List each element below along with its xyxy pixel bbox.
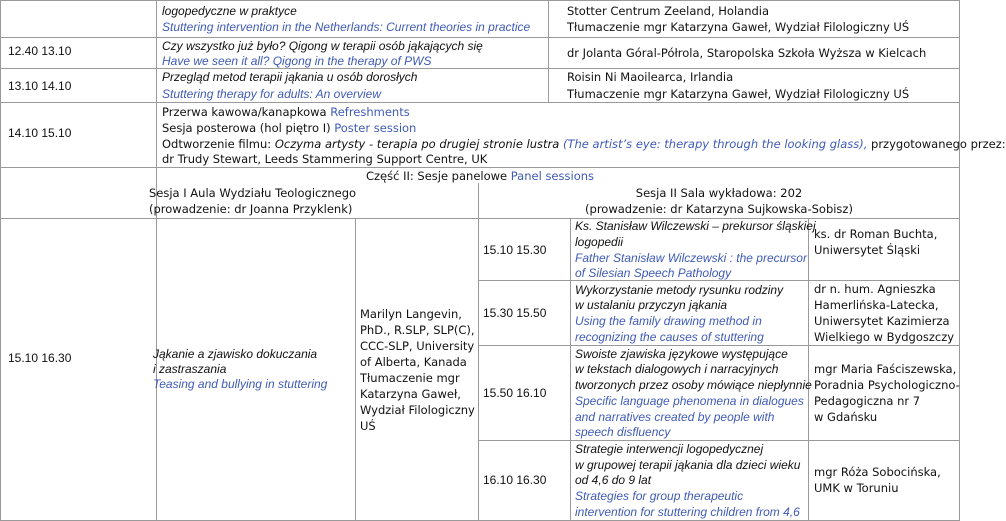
rule-top — [0, 0, 960, 1]
rule-s2-topic — [570, 218, 571, 521]
s2-talk1-time: 15.10 15.30 — [483, 243, 547, 257]
s1-speaker-3: CCC-SLP, University — [360, 339, 475, 353]
r3-film — [162, 136, 1006, 152]
r2-title-pl: Przegląd metod terapii jąkania u osób dorosłych — [162, 70, 418, 84]
s2-talk3-speaker-3: Pedagogiczna nr 7 — [814, 394, 921, 408]
r3-break — [162, 104, 410, 120]
s1-topic-pl-2: i zastraszania — [153, 362, 227, 376]
s2-talk4-time: 16.10 16.30 — [483, 473, 547, 487]
r0-translation: Tłumaczenie mgr Katarzyna Gaweł, Wydział Filologiczny UŚ — [567, 20, 910, 34]
r1-speaker: dr Jolanta Góral-Półrola, Staropolska Szkoła Wyższa w Kielcach — [567, 46, 927, 60]
rule-s2-speaker — [808, 218, 809, 521]
s2-talk3-en-3: speech disfluency — [575, 425, 671, 439]
part2-en: Panel sessions — [510, 169, 595, 183]
s1-topic-pl-1: Jąkanie a zjawisko dokuczania — [153, 347, 318, 361]
s2-talk3-time: 15.50 16.10 — [483, 386, 547, 400]
r3-film-pl: Oczyma artysty - terapia po drugiej stronie lustra — [274, 137, 560, 151]
s2-talk2-pl-2: w ustalaniu przyczyn jąkania — [575, 298, 728, 312]
s2-talk1-pl-2: logopedii — [575, 235, 624, 249]
s1-speaker-4: of Alberta, Kanada — [360, 355, 467, 369]
s2-talk2-pl-1: Wykorzystanie metody rysunku rodziny — [575, 283, 784, 297]
s2-talk4-en-2: intervention for stuttering children from 4,6 — [575, 505, 800, 519]
s2-talk3-speaker-4: w Gdańsku — [814, 410, 878, 424]
rule-row3 — [0, 102, 960, 103]
s2-talk2-en-1: Using the family drawing method in — [575, 314, 762, 328]
session2-chair: (prowadzenie: dr Katarzyna Sujkowska-Sobisz) — [585, 202, 853, 216]
s1-speaker-2: PhD., R.SLP, SLP(C), — [360, 323, 475, 337]
rule-left — [0, 0, 1, 521]
s2-talk2-speaker-1: dr n. hum. Agnieszka — [814, 282, 936, 296]
r3-break-en: Refreshments — [330, 105, 410, 119]
r3-poster — [162, 120, 416, 136]
part2-pl: Część II: Sesje panelowe — [365, 169, 508, 183]
s2-talk1-speaker-2: Uniwersytet Śląski — [814, 243, 921, 257]
r1-time: 12.40 13.10 — [8, 44, 72, 58]
r2-speaker: Roisin Ni Maoilearca, Irlandia — [567, 70, 734, 84]
r3-break-pl: Przerwa kawowa/kanapkowa — [162, 105, 327, 119]
r1-title-en: Have we seen it all? Qigong in the therapy of PWS — [162, 54, 432, 68]
r1-title-pl: Czy wszystko już było? Qigong w terapii osób jąkających się — [162, 39, 483, 53]
r3-film-prefix: Odtworzenie filmu: — [162, 137, 275, 151]
r3-film-line2: dr Trudy Stewart, Leeds Stammering Support Centre, UK — [162, 152, 488, 166]
r2-title-en: Stuttering therapy for adults: An overview — [162, 87, 381, 101]
r3-poster-pl: Sesja posterowa (hol piętro I) — [162, 121, 331, 135]
s1-time: 15.10 16.30 — [8, 351, 72, 365]
r0-title-en: Stuttering intervention in the Netherlands: Current theories in practice — [162, 20, 531, 34]
part2-header — [0, 168, 960, 184]
s2-talk3-pl-3: tworzonych przez osoby mówiące niepłynnie — [575, 378, 812, 392]
rule-sessions — [0, 218, 960, 219]
r2-translation: Tłumaczenie mgr Katarzyna Gaweł, Wydział Filologiczny UŚ — [567, 87, 910, 101]
session1-chair: (prowadzenie: dr Joanna Przyklenk) — [149, 202, 353, 216]
s1-speaker-6: Katarzyna Gaweł, — [360, 387, 461, 401]
s1-speaker-8: UŚ — [360, 419, 376, 433]
s2-talk3-pl-1: Swoiste zjawiska językowe występujące — [575, 347, 788, 361]
s2-talk1-speaker-1: ks. dr Roman Buchta, — [814, 227, 938, 241]
s2-talk4-pl-2: w grupowej terapii jąkania dla dzieci wieku — [575, 458, 801, 472]
s2-talk1-en-1: Father Stanisław Wilczewski : the precursor — [575, 251, 807, 265]
s2-talk4-speaker-2: UMK w Toruniu — [814, 481, 899, 495]
rule-session-split — [478, 183, 479, 521]
s1-speaker-5: Tłumaczenie mgr — [360, 371, 460, 385]
r0-speaker: Stotter Centrum Zeeland, Holandia — [567, 4, 770, 18]
s2-talk3-en-1: Specific language phenomena in dialogues — [575, 394, 804, 408]
session2-title: Sesja II Sala wykładowa: 202 — [635, 186, 803, 200]
rule-speaker-col — [548, 0, 549, 102]
s2-talk4-en-1: Strategies for group therapeutic — [575, 489, 744, 503]
s2-talk3-speaker-1: mgr Maria Faściszewska, — [814, 362, 957, 376]
s2-talk4-pl-1: Strategie interwencji logopedycznej — [575, 442, 764, 456]
r3-film-suffix: przygotowanego przez: — [871, 137, 1006, 151]
rule-row2 — [0, 68, 960, 69]
s2-talk3-pl-2: w tekstach dialogowych i narracyjnych — [575, 362, 779, 376]
s2-talk2-speaker-3: Uniwersytet Kazimierza — [814, 314, 950, 328]
r3-time: 14.10 15.10 — [8, 126, 72, 140]
r2-time: 13.10 14.10 — [8, 79, 72, 93]
s1-speaker-1: Marilyn Langevin, — [360, 307, 462, 321]
s2-talk1-en-2: of Silesian Speech Pathology — [575, 266, 732, 280]
s2-talk3-speaker-2: Poradnia Psychologiczno- — [814, 378, 960, 392]
s2-talk3-en-2: and narratives created by people with — [575, 410, 775, 424]
s1-topic-en: Teasing and bullying in stuttering — [153, 377, 328, 391]
rule-s1-speaker — [355, 218, 356, 521]
s2-talk2-en-2: recognizing the causes of stuttering — [575, 330, 764, 344]
rule-time-col — [156, 0, 157, 521]
session1-title: Sesja I Aula Wydziału Teologicznego — [149, 186, 357, 200]
rule-right — [959, 0, 960, 521]
s2-talk2-speaker-4: Wielkiego w Bydgoszczy — [814, 330, 955, 344]
r3-film-en: (The artist’s eye: therapy through the looking glass), — [563, 137, 868, 151]
r0-title-pl: logopedyczne w praktyce — [162, 4, 297, 18]
s2-talk2-time: 15.30 15.50 — [483, 306, 547, 320]
s2-talk4-pl-3: od 4,6 do 9 lat — [575, 473, 652, 487]
s2-talk1-pl-1: Ks. Stanisław Wilczewski – prekursor śląskiej — [575, 219, 816, 233]
r3-poster-en: Poster session — [334, 121, 417, 135]
s2-talk4-speaker-1: mgr Róża Sobocińska, — [814, 465, 941, 479]
s1-speaker-7: Wydział Filologiczny — [360, 403, 475, 417]
s2-talk2-speaker-2: Hamerlińska-Latecka, — [814, 298, 939, 312]
